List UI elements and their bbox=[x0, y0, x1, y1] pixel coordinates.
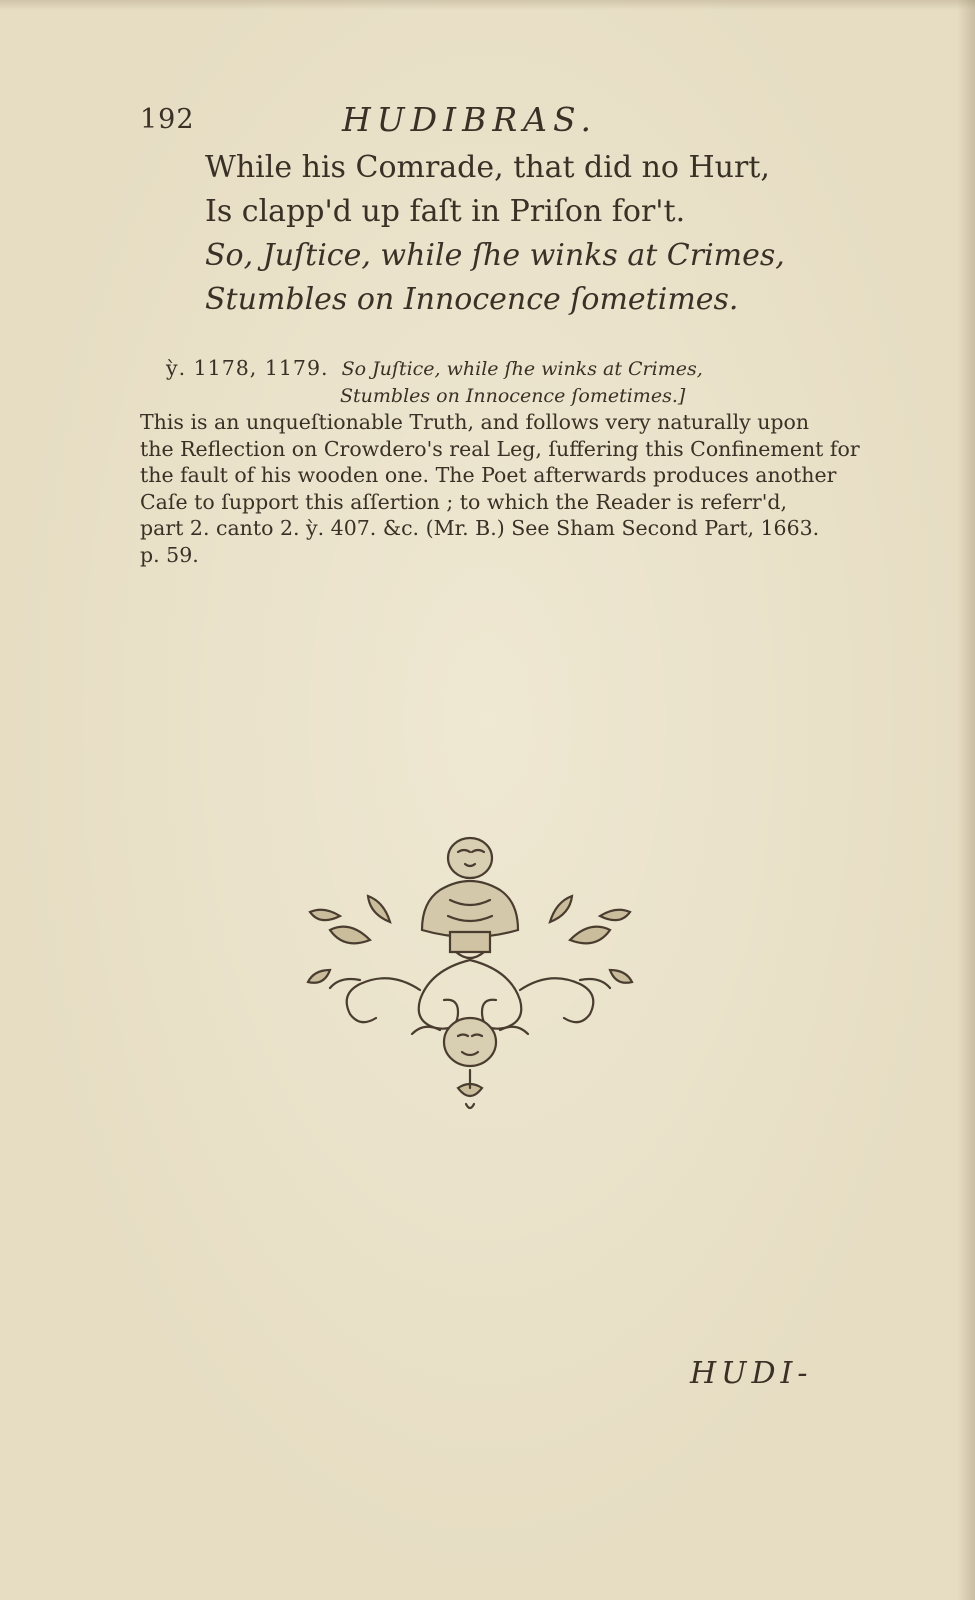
verse-line: So, Juſtice, while ſhe winks at Crimes, bbox=[205, 238, 785, 273]
footnote-body-line: This is an unqueſtionable Truth, and follows very naturally upon bbox=[140, 410, 810, 434]
footnote-body-line: the Reflection on Crowdero's real Leg, ſuffering this Confinement for bbox=[140, 436, 860, 461]
footnote bbox=[140, 355, 860, 568]
footnote-quote-line1: So Juſtice, while ſhe winks at Crimes, bbox=[341, 358, 703, 380]
footnote-body-line: Caſe to ſupport this aſſertion ; to which the Reader is referr'd, bbox=[140, 489, 787, 514]
footnote-quote-line2: Stumbles on Innocence ſometimes.] bbox=[340, 384, 686, 407]
footnote-reference bbox=[140, 355, 840, 383]
page-number: 192 bbox=[140, 104, 195, 135]
page-edge-shadow-top bbox=[0, 0, 975, 10]
footnote-line-number: ỳ. 1178, 1179. bbox=[166, 356, 329, 380]
footnote-body-line: p. 59. bbox=[140, 542, 199, 567]
verse-line: While his Comrade, that did no Hurt, bbox=[205, 150, 770, 185]
verse-line: Stumbles on Innocence ſometimes. bbox=[205, 282, 739, 317]
floral-bust-vignette-icon bbox=[300, 830, 640, 1120]
verse-line: Is clapp'd up faſt in Priſon for't. bbox=[205, 194, 686, 229]
running-head: HUDIBRAS. bbox=[342, 100, 597, 139]
footnote-body-line: the fault of his wooden one. The Poet afterwards produces another bbox=[140, 463, 837, 487]
catchword: HUDI- bbox=[690, 1356, 813, 1391]
page-edge-shadow-right bbox=[957, 0, 975, 1600]
verse-block bbox=[205, 146, 845, 322]
footnote-body-line: part 2. canto 2. ỳ. 407. &c. (Mr. B.) See Sham Second Part, 1663. bbox=[140, 516, 820, 540]
footnote-body bbox=[140, 409, 860, 568]
